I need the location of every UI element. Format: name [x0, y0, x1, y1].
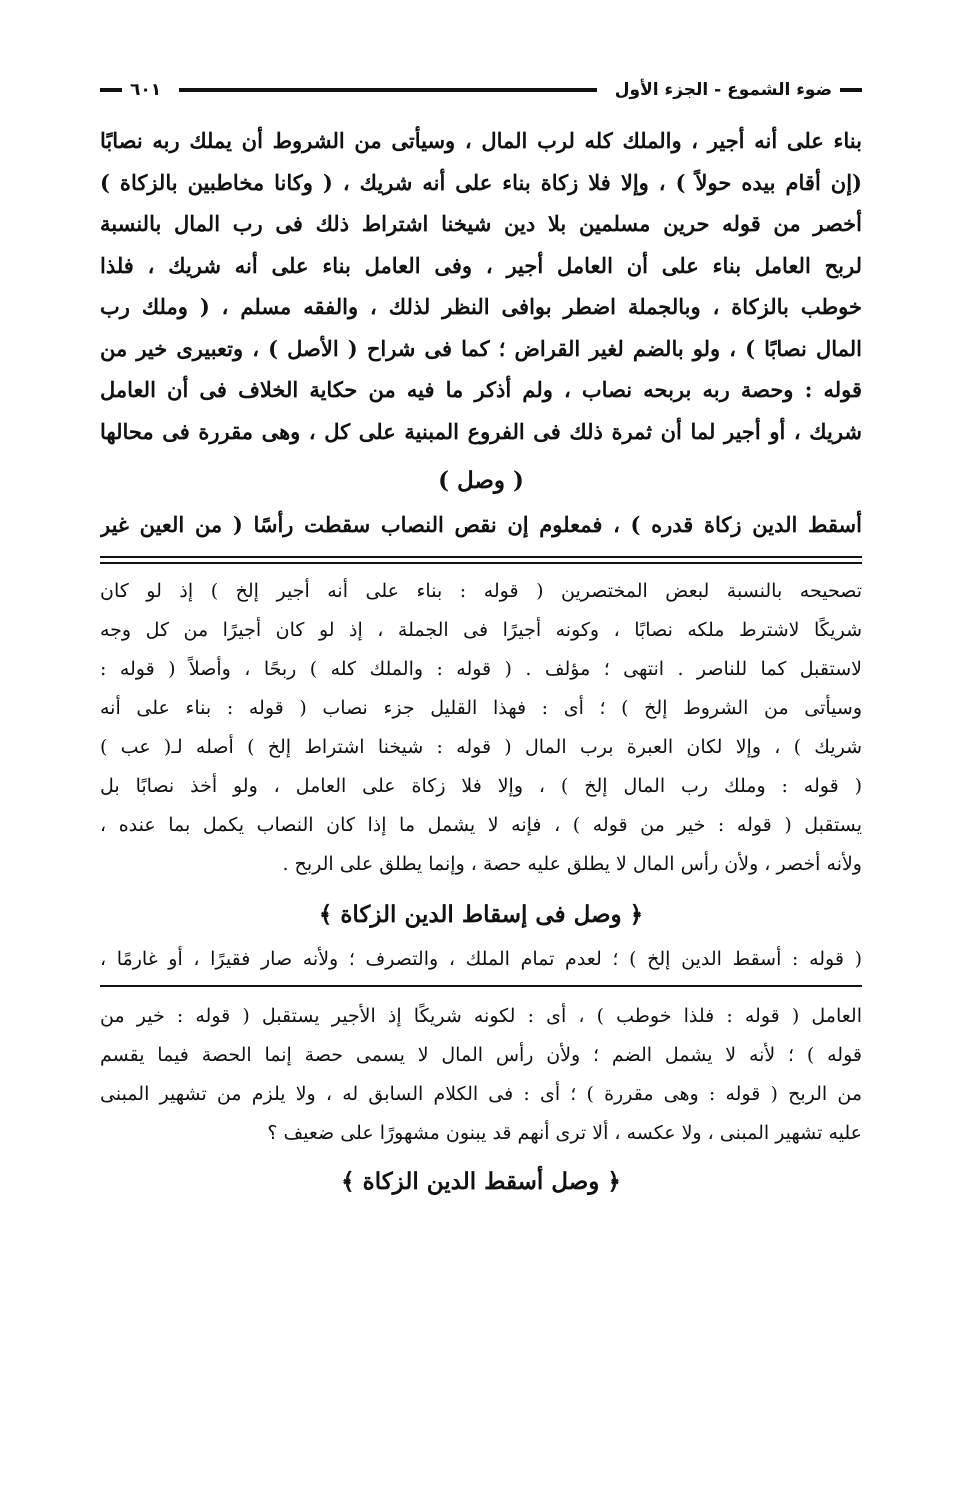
header-dash-right — [840, 88, 862, 92]
header-rule — [179, 88, 597, 92]
main-text-line: المال نصابًا ) ، ولو بالضم لغير القراض ؛ كما فى شراح ( الأصل ) ، وتعبيرى خير من — [100, 335, 862, 361]
separator-rule — [100, 985, 862, 987]
page-number: ٦٠١ — [130, 80, 162, 100]
commentary-line: لاستقبل كما للناصر . انتهى ؛ مؤلف . ( قوله : والملك كله ) ربحًا ، وأصلاً ( قوله : — [100, 657, 862, 680]
header-dash-left — [100, 88, 122, 92]
main-text-continued — [100, 504, 862, 546]
commentary-block-1 — [100, 572, 862, 884]
main-text-line: قوله : وحصة ربه بربحه نصاب ، ولم أذكر ما فيه من حكاية الخلاف فى أن العامل — [100, 377, 862, 402]
commentary-line: ( قوله : وملك رب المال إلخ ) ، وإلا فلا زكاة على العامل ، ولو أخذ نصابًا بل — [100, 774, 862, 797]
commentary-line: شريك ) ، وإلا لكان العبرة برب المال ( قوله : شيخنا اشتراط إلخ ) أصله لـ( عب ) — [100, 735, 862, 758]
commentary-line: عليه تشهير المبنى ، ولا عكسه ، ألا ترى أنهم قد يبنون مشهورًا على ضعيف ؟ — [267, 1121, 862, 1144]
main-text-line: أسقط الدين زكاة قدره ) ، فمعلوم إن نقص النصاب سقطت رأسًا ( من العين غير — [100, 512, 862, 537]
commentary-line: قوله ) ؛ لأنه لا يشمل الضم ؛ ولأن رأس المال لا يسمى حصة إنما الحصة فيما يقسم — [100, 1043, 862, 1066]
ornate-heading: ﴿ وصل فى إسقاط الدين الزكاة ﴾ — [318, 900, 644, 928]
header-title: ضوء الشموع - الجزء الأول — [614, 80, 832, 100]
commentary-line: العامل ( قوله : فلذا خوطب ) ، أى : لكونه شريكًا إذ الأجير يستقبل ( قوله : خير من — [100, 1004, 862, 1027]
separator-rule-top — [100, 556, 862, 558]
commentary-line: وسيأتى من الشروط إلخ ) ؛ أى : فهذا القليل جزء نصاب ( قوله : بناء على أنه — [100, 696, 862, 719]
separator-rule-bottom — [100, 562, 862, 564]
commentary-line: ولأنه أخصر ، ولأن رأس المال لا يطلق عليه حصة ، وإنما يطلق على الربح . — [282, 852, 862, 875]
main-text-line: لربح العامل بناء على أن العامل أجير ، وفى العامل بناء على أنه شريك ، فلذا — [100, 252, 862, 278]
main-text-line: بناء على أنه أجير ، والملك كله لرب المال ، وسيأتى من الشروط أن يملك ربه نصابًا — [100, 128, 862, 153]
commentary-line: يستقبل ( قوله : خير من قوله ) ، فإنه لا يشمل ما إذا كان النصاب يكمل بما عنده ، — [100, 813, 862, 836]
running-header — [100, 70, 862, 110]
main-text-line: خوطب بالزكاة ، وبالجملة اضطر بوافى النظر لذلك ، والفقه مسلم ، ( وملك رب — [100, 294, 862, 319]
ornate-heading: ﴿ وصل أسقط الدين الزكاة ﴾ — [341, 1167, 621, 1195]
commentary-line: من الربح ( قوله : وهى مقررة ) ؛ أى : فى الكلام السابق له ، ولا يلزم من تشهير المبنى — [100, 1082, 862, 1105]
commentary-line: ( قوله : أسقط الدين إلخ ) ؛ لعدم تمام الملك ، والتصرف ؛ ولأنه صار فقيرًا ، أو غارمًا ، — [100, 947, 862, 970]
commentary-block-2 — [100, 997, 862, 1153]
section-heading: ( وصل ) — [438, 467, 524, 494]
commentary-line: شريكًا لاشترط ملكه نصابًا ، وكونه أجيرًا فى الجملة ، إذ لو كان أجيرًا من كل وجه — [100, 618, 862, 641]
main-text-line: شريك ، أو أجير لما أن ثمرة ذلك فى الفروع المبنية على كل ، وهى مقررة فى محالها — [100, 418, 862, 444]
commentary-block-1-tail — [100, 940, 862, 979]
main-text-line: أخصر من قوله حرين مسلمين بلا دين شيخنا اشتراط ذلك فى رب المال بالنسبة — [100, 211, 862, 236]
main-text — [100, 120, 862, 452]
page — [100, 70, 862, 1205]
main-text-line: (إن أقام بيده حولاً ) ، وإلا فلا زكاة بناء على أنه شريك ، ( وكانا مخاطبين بالزكاة ) — [100, 169, 862, 195]
commentary-line: تصحيحه بالنسبة لبعض المختصرين ( قوله : بناء على أنه أجير إلخ ) إذ لو كان — [100, 579, 862, 602]
